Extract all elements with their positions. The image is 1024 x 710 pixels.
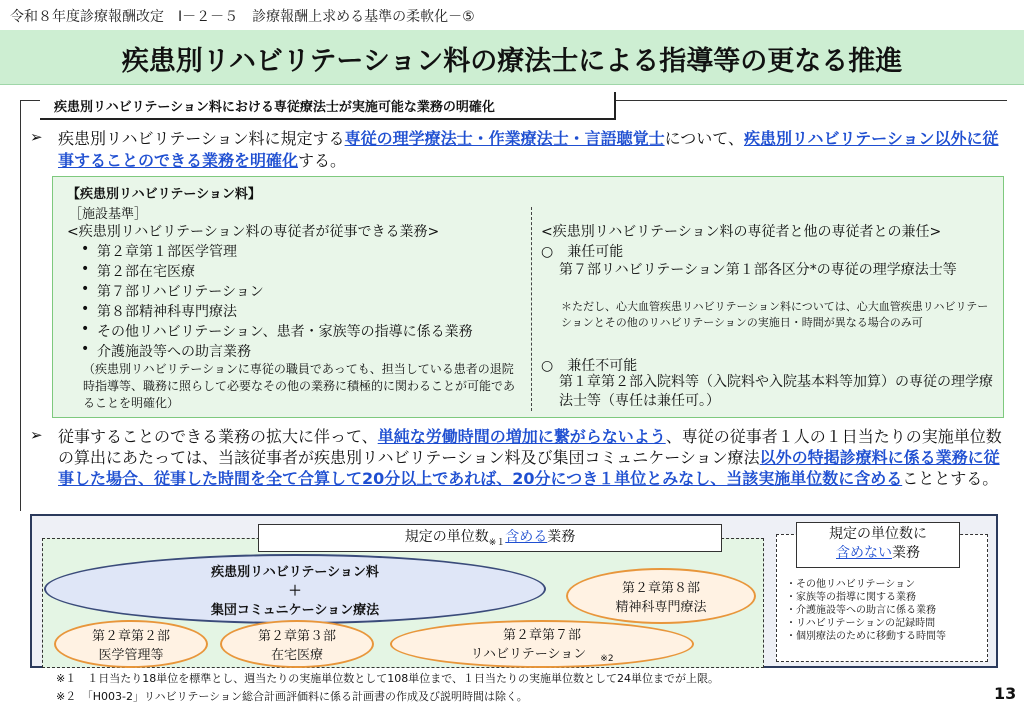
box-title: 【疾患別リハビリテーション料】 <box>67 187 261 202</box>
page-number: 13 <box>994 684 1017 703</box>
excluded-item: ・リハビリテーションの記録時間 <box>786 618 936 629</box>
highlight-staff: 専従の理学療法士・作業療法士・言語聴覚士 <box>344 129 665 148</box>
ellipse-psychiatry: 第２章第８部 精神科専門療法 <box>566 568 756 624</box>
right-ng-label: ○ 兼任不可能 <box>541 358 638 374</box>
box-divider <box>531 207 532 411</box>
left-item: • 第７部リハビリテーション <box>97 281 264 301</box>
criteria-box <box>52 176 1004 418</box>
left-item: • 介護施設等への助言業務 <box>97 341 251 361</box>
ellipse-medical-management: 第２章第２部 医学管理等 <box>54 620 208 668</box>
paragraph-1: 疾患別リハビリテーション料に規定する専従の理学療法士・作業療法士・言語聴覚士について、疾患別リハビリテーション以外に従事することのできる業務を明確化する。 <box>58 129 999 170</box>
breadcrumb: 令和８年度診療報酬改定 Ⅰ－２－５ 診療報酬上求める基準の柔軟化－⑤ <box>10 9 475 25</box>
disease-rehab-ellipse: 疾患別リハビリテーション料 ＋ 集団コミュニケーション療法 <box>44 554 546 624</box>
highlight-scope: 疾患別リハビリテーション以外に従事することのできる業務を明確化 <box>58 129 999 170</box>
left-item: • その他リハビリテーション、患者・家族等の指導に係る業務 <box>97 321 473 341</box>
box-subtitle: ［施設基準］ <box>69 207 148 222</box>
left-item: • 第８部精神科専門療法 <box>97 301 237 321</box>
paragraph-2: 従事することのできる業務の拡大に伴って、単純な労働時間の増加に繋がらないよう、専従の従事者１人の１日当たりの実施単位数の算出にあたっては、当該従事者が疾患別リハビリテーション料及び集団コミュニケーション療法以外の特掲診療料に係る業務に従事した場合、従事した時間を全て合算して20分以上であれば、20分につき１単位とみなし、当該実施単位数に含めることとする。 <box>58 427 1002 488</box>
right-ok-label: ○ 兼任可能 <box>541 244 624 260</box>
highlight-workload: 単純な労働時間の増加に繋がらないよう <box>377 427 666 446</box>
footnote-2: ※２ 「H003-2」リハビリテーション総合計画評価料に係る計画書の作成及び説明時間は除く。 <box>56 690 528 703</box>
excluded-item: ・介護施設等への助言に係る業務 <box>786 605 936 616</box>
right-ok-note: ＊ただし、心大血管疾患リハビリテーション料については、心大血管疾患リハビリテーションとその他のリハビリテーションの実施日・時間が異なる場合のみ可 <box>561 300 989 329</box>
ellipse-home-care: 第２章第３部 在宅医療 <box>220 620 374 668</box>
page-title: 疾患別リハビリテーション料の療法士による指導等の更なる推進 <box>121 46 903 77</box>
excluded-header: 規定の単位数に 含めない業務 <box>796 522 960 568</box>
left-item: • 第２章第１部医学管理 <box>97 241 237 261</box>
title-band <box>0 30 1024 85</box>
exclude-label: 含めない <box>836 545 892 561</box>
excluded-item: ・その他リハビリテーション <box>786 579 916 590</box>
left-item: • 第２部在宅医療 <box>97 261 195 281</box>
arrow-bullet-1: ➢ <box>30 128 43 146</box>
right-heading: <疾患別リハビリテーション料の専従者と他の専従者との兼任> <box>541 224 942 240</box>
arrow-bullet-2: ➢ <box>30 426 43 444</box>
section-label <box>40 92 616 120</box>
left-note: （疾患別リハビリテーションに専従の職員であっても、担当している患者の退院時指導等、職務に照らして必要なその他の業務に積極的に関わることが可能であることを明確化） <box>83 362 516 410</box>
ellipse-rehabilitation: 第２章第７部 リハビリテーション $_{※2}$ <box>390 620 694 668</box>
include-label: 含める <box>505 529 548 545</box>
right-ok-text: 第７部リハビリテーション第１部各区分*の専従の理学療法士等 <box>559 262 957 278</box>
left-heading: <疾患別リハビリテーション料の専従者が従事できる業務> <box>67 224 440 240</box>
excluded-item: ・個別療法のために移動する時間等 <box>786 631 946 642</box>
right-ng-text: 第１章第２部入院料等（入院料や入院基本料等加算）の専従の理学療法士等（専任は兼任可。） <box>559 374 993 409</box>
included-header: 規定の単位数$_{※1}$含める業務 <box>258 524 722 552</box>
section-label-text: 疾患別リハビリテーション料における専従療法士が実施可能な業務の明確化 <box>54 100 495 115</box>
excluded-list <box>786 578 982 643</box>
footnote-1: ※１ １日当たり18単位を標準とし、週当たりの実施単位数として108単位まで、１日当たりの実施単位数として24単位までが上限。 <box>56 672 719 685</box>
highlight-count-rule: 以外の特掲診療料に係る業務に従事した場合、従事した時間を全て合算して20分以上であれば、20分につき１単位とみなし、当該実施単位数に含める <box>58 448 1000 488</box>
excluded-item: ・家族等の指導に関する業務 <box>786 592 916 603</box>
